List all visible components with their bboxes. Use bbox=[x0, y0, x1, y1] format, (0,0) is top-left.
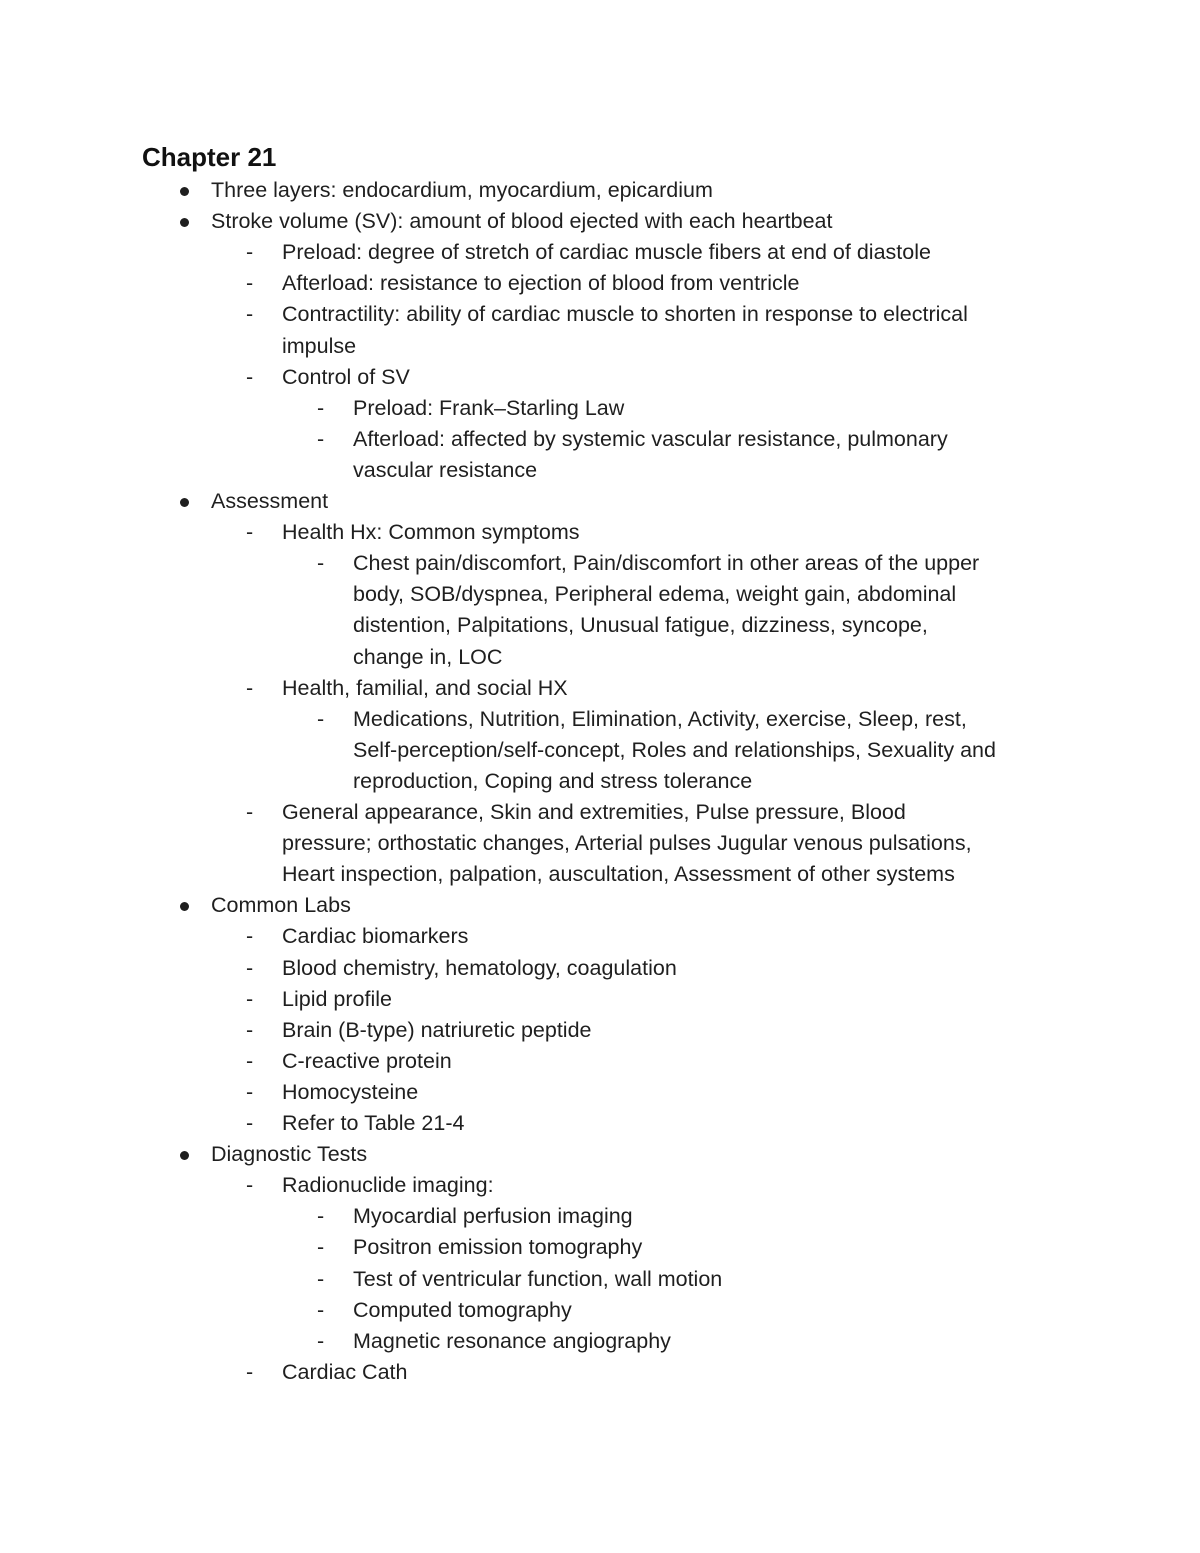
list-item-text: Contractility: ability of cardiac muscle to shorten in response to electrical bbox=[282, 302, 968, 327]
dash-marker: - bbox=[246, 1359, 254, 1384]
list-item-text: Heart inspection, palpation, auscultation, Assessment of other systems bbox=[282, 862, 955, 887]
bullet-marker bbox=[180, 218, 189, 227]
list-item-text: impulse bbox=[282, 333, 357, 358]
list-item-text: body, SOB/dyspnea, Peripheral edema, weight gain, abdominal bbox=[353, 582, 957, 607]
dash-marker: - bbox=[317, 395, 325, 420]
dash-marker: - bbox=[246, 955, 254, 980]
list-item-text: Computed tomography bbox=[353, 1297, 572, 1322]
list-item-text: Assessment bbox=[211, 489, 329, 513]
list-item-text: Lipid profile bbox=[282, 986, 392, 1011]
bullet-marker bbox=[180, 902, 189, 911]
list-item-text: Homocysteine bbox=[282, 1079, 419, 1104]
bullet-marker bbox=[180, 187, 189, 196]
list-item-text: Cardiac Cath bbox=[282, 1359, 408, 1384]
dash-marker: - bbox=[246, 240, 254, 265]
bullet-marker bbox=[180, 498, 189, 507]
list-item-text: Health Hx: Common symptoms bbox=[282, 520, 580, 545]
dash-marker: - bbox=[246, 271, 254, 296]
list-item-text: General appearance, Skin and extremities, Pulse pressure, Blood bbox=[282, 800, 906, 824]
dash-marker: - bbox=[317, 706, 325, 731]
list-item-text: Radionuclide imaging: bbox=[282, 1173, 494, 1198]
list-item-text: Common Labs bbox=[211, 893, 351, 918]
list-item-text: Myocardial perfusion imaging bbox=[353, 1204, 633, 1229]
list-item-text: change in, LOC bbox=[353, 644, 503, 669]
list-item-text: Afterload: affected by systemic vascular resistance, pulmonary bbox=[353, 426, 948, 451]
list-item-text: Three layers: endocardium, myocardium, epicardium bbox=[211, 178, 713, 202]
dash-marker: - bbox=[317, 1328, 325, 1353]
dash-marker: - bbox=[246, 1017, 254, 1042]
dash-marker: - bbox=[317, 1297, 325, 1322]
dash-marker: - bbox=[317, 1204, 325, 1229]
dash-marker: - bbox=[246, 1079, 254, 1104]
list-item-text: reproduction, Coping and stress tolerance bbox=[353, 768, 753, 793]
list-item-text: Diagnostic Tests bbox=[211, 1142, 368, 1167]
list-item-text: Positron emission tomography bbox=[353, 1235, 643, 1260]
dash-marker: - bbox=[246, 986, 254, 1011]
list-item-text: Refer to Table 21-4 bbox=[282, 1111, 465, 1135]
list-item-text: Chest pain/discomfort, Pain/discomfort in other areas of the upper bbox=[353, 551, 980, 576]
list-item-text: Control of SV bbox=[282, 364, 410, 389]
list-item-text: Self-perception/self-concept, Roles and relationships, Sexuality and bbox=[353, 737, 996, 762]
list-item-text: Test of ventricular function, wall motion bbox=[353, 1266, 723, 1291]
list-item-text: Blood chemistry, hematology, coagulation bbox=[282, 955, 677, 980]
list-item-text: vascular resistance bbox=[353, 457, 538, 482]
dash-marker: - bbox=[246, 1111, 254, 1135]
list-item-text: Afterload: resistance to ejection of blood from ventricle bbox=[282, 271, 800, 296]
dash-marker: - bbox=[246, 1173, 254, 1198]
list-item-text: distention, Palpitations, Unusual fatigue, dizziness, syncope, bbox=[353, 613, 928, 638]
dash-marker: - bbox=[246, 800, 254, 824]
dash-marker: - bbox=[246, 302, 254, 327]
list-item-text: Magnetic resonance angiography bbox=[353, 1328, 671, 1353]
list-item-text: C-reactive protein bbox=[282, 1048, 452, 1073]
list-item-text: Medications, Nutrition, Elimination, Activity, exercise, Sleep, rest, bbox=[353, 706, 967, 731]
dash-marker: - bbox=[317, 1266, 325, 1291]
dash-marker: - bbox=[246, 924, 254, 949]
dash-marker: - bbox=[317, 1235, 325, 1260]
dash-marker: - bbox=[246, 675, 254, 700]
dash-marker: - bbox=[317, 551, 325, 576]
list-item-text: Preload: degree of stretch of cardiac muscle fibers at end of diastole bbox=[282, 240, 931, 265]
list-item-text: pressure; orthostatic changes, Arterial pulses Jugular venous pulsations, bbox=[282, 831, 972, 856]
dash-marker: - bbox=[317, 426, 325, 451]
dash-marker: - bbox=[246, 364, 254, 389]
list-item-text: Brain (B-type) natriuretic peptide bbox=[282, 1017, 592, 1042]
bullet-marker bbox=[180, 1151, 189, 1160]
page-title: Chapter 21 bbox=[142, 142, 277, 172]
dash-marker: - bbox=[246, 1048, 254, 1073]
list-item-text: Health, familial, and social HX bbox=[282, 675, 568, 700]
list-item-text: Cardiac biomarkers bbox=[282, 924, 469, 949]
list-item-text: Stroke volume (SV): amount of blood ejected with each heartbeat bbox=[211, 209, 833, 234]
list-item-text: Preload: Frank–Starling Law bbox=[353, 395, 625, 420]
dash-marker: - bbox=[246, 520, 254, 545]
